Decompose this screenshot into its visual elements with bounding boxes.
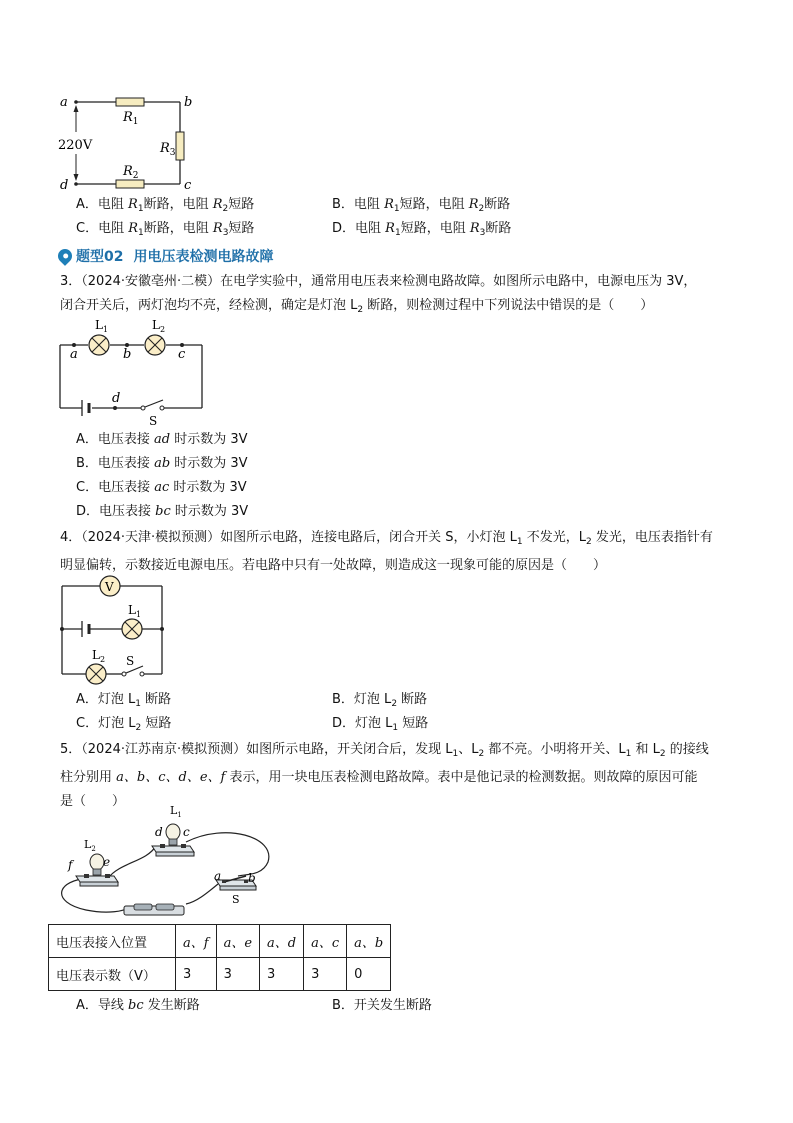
table-cell: a、f [176, 925, 217, 958]
svg-text:c: c [183, 825, 190, 839]
svg-text:e: e [103, 855, 111, 869]
table-cell: a、d [260, 925, 304, 958]
svg-text:L1: $L_1$ [95, 318, 109, 334]
location-pin-icon [55, 246, 75, 266]
q2-option-d[interactable]: D．电阻 $R_1$短路，电阻 $R_3$断路 [332, 221, 512, 238]
lamp-l2 [86, 664, 106, 684]
svg-text:L2: $L_2$ [84, 838, 96, 853]
svg-text:c: c [178, 347, 186, 362]
table-cell: 0 [347, 958, 391, 991]
q2-option-a[interactable]: A．电阻 $R_1$断路，电阻 $R_2$短路 [76, 197, 255, 214]
lamp-l1 [122, 619, 142, 639]
q4-option-c[interactable]: C．灯泡 $L_2$ 短路 [76, 716, 172, 733]
svg-text:d: d [155, 825, 163, 839]
table-cell: 3 [216, 958, 259, 991]
row-label-position: 电压表接入位置 [49, 925, 176, 958]
label-c: c [184, 178, 192, 192]
figure-voltmeter-circuit [54, 574, 170, 686]
q5-stem: 5．（2024·江苏南京·模拟预测）如图所示电路，开关闭合后，发现 $L_1$、$L_2$ 都不亮。小明将开关、$L_1$ 和 $L_2$ 的接线 柱分别用 a、b、c、d、e、f 表示，用一块电压表检测电路故障。表中是他记录的检测数据。则故障的原因可能 是（ ） [60, 742, 709, 809]
resistor-r1 [116, 98, 144, 106]
q3-option-d[interactable]: D．电压表接 bc 时示数为 3V [76, 504, 249, 519]
svg-text:d: d [112, 391, 121, 406]
table-cell: a、e [216, 925, 259, 958]
table-cell: 3 [176, 958, 217, 991]
label-voltage: 220V [58, 138, 93, 153]
table-cell: a、b [347, 925, 391, 958]
label-d: d [60, 178, 69, 192]
lamp-l1 [89, 335, 109, 355]
table-cell: 3 [260, 958, 304, 991]
label-r3: $R_3$ [160, 141, 176, 158]
lamp-l2 [76, 854, 118, 886]
measurement-table [48, 924, 391, 991]
label-r1: $R_1$ [123, 110, 139, 127]
label-a: a [60, 95, 68, 110]
lamp-l2 [145, 335, 165, 355]
q4-option-b[interactable]: B．灯泡 $L_2$ 断路 [332, 692, 428, 709]
figure-resistor-circuit [50, 92, 210, 192]
figure-series-circuit [54, 318, 210, 426]
label-r2: $R_2$ [123, 164, 139, 181]
q3-option-a[interactable]: A．电压表接 ad 时示数为 3V [76, 432, 248, 447]
q2-option-c[interactable]: C．电阻 $R_1$断路，电阻 $R_3$短路 [76, 221, 255, 238]
section-title: 用电压表检测电路故障 [133, 249, 274, 265]
svg-text:S: S [149, 414, 158, 426]
voltmeter [100, 576, 120, 596]
row-label-reading: 电压表示数（V） [49, 958, 176, 991]
svg-text:a: a [70, 347, 78, 362]
q5-option-b[interactable]: B．开关发生断路 [332, 998, 432, 1013]
resistor-r3 [176, 132, 184, 160]
svg-text:a: a [214, 869, 222, 883]
svg-text:V: V [105, 580, 114, 594]
svg-text:b: b [248, 871, 256, 885]
section-label: 题型02 [76, 249, 124, 265]
svg-text:b: b [123, 347, 132, 362]
q2-option-b[interactable]: B．电阻 $R_1$短路，电阻 $R_2$断路 [332, 197, 511, 214]
figure-physical-circuit [46, 802, 296, 922]
svg-text:S: S [126, 654, 135, 668]
table-row [49, 925, 391, 958]
svg-text:f: f [68, 858, 73, 872]
q3-stem: 3．（2024·安徽亳州·二模）在电学实验中，通常用电压表来检测电路故障。如图所示电路中，电源电压为 3V， 闭合开关后，两灯泡均不亮，经检测，确定是灯泡 $L_2$ 断路，则检测过程中下列说法中错误的是（ ） [60, 274, 697, 315]
svg-text:L2: $L_2$ [92, 648, 106, 664]
section-header [58, 246, 273, 266]
q5-option-a[interactable]: A．导线 bc 发生断路 [76, 998, 200, 1013]
svg-text:L1: $L_1$ [170, 804, 182, 819]
q4-option-d[interactable]: D．灯泡 $L_1$ 短路 [332, 716, 429, 733]
q3-option-b[interactable]: B．电压表接 ab 时示数为 3V [76, 456, 248, 471]
battery [124, 904, 184, 915]
table-cell: 3 [304, 958, 347, 991]
resistor-r2 [116, 180, 144, 188]
table-cell: a、c [304, 925, 347, 958]
svg-text:L2: $L_2$ [152, 318, 166, 334]
label-b: b [184, 95, 193, 110]
svg-text:S: S [232, 893, 240, 906]
table-row [49, 958, 391, 991]
svg-text:L1: $L_1$ [128, 603, 142, 619]
q4-stem: 4．（2024·天津·模拟预测）如图所示电路，连接电路后，闭合开关 S，小灯泡 $L_1$ 不发光，$L_2$ 发光，电压表指针有 明显偏转，示数接近电源电压。若电路中只有一处故障，则造成这一现象可能的原因是（ ） [60, 530, 713, 573]
q4-option-a[interactable]: A．灯泡 $L_1$ 断路 [76, 692, 172, 709]
q3-option-c[interactable]: C．电压表接 ac 时示数为 3V [76, 480, 247, 495]
